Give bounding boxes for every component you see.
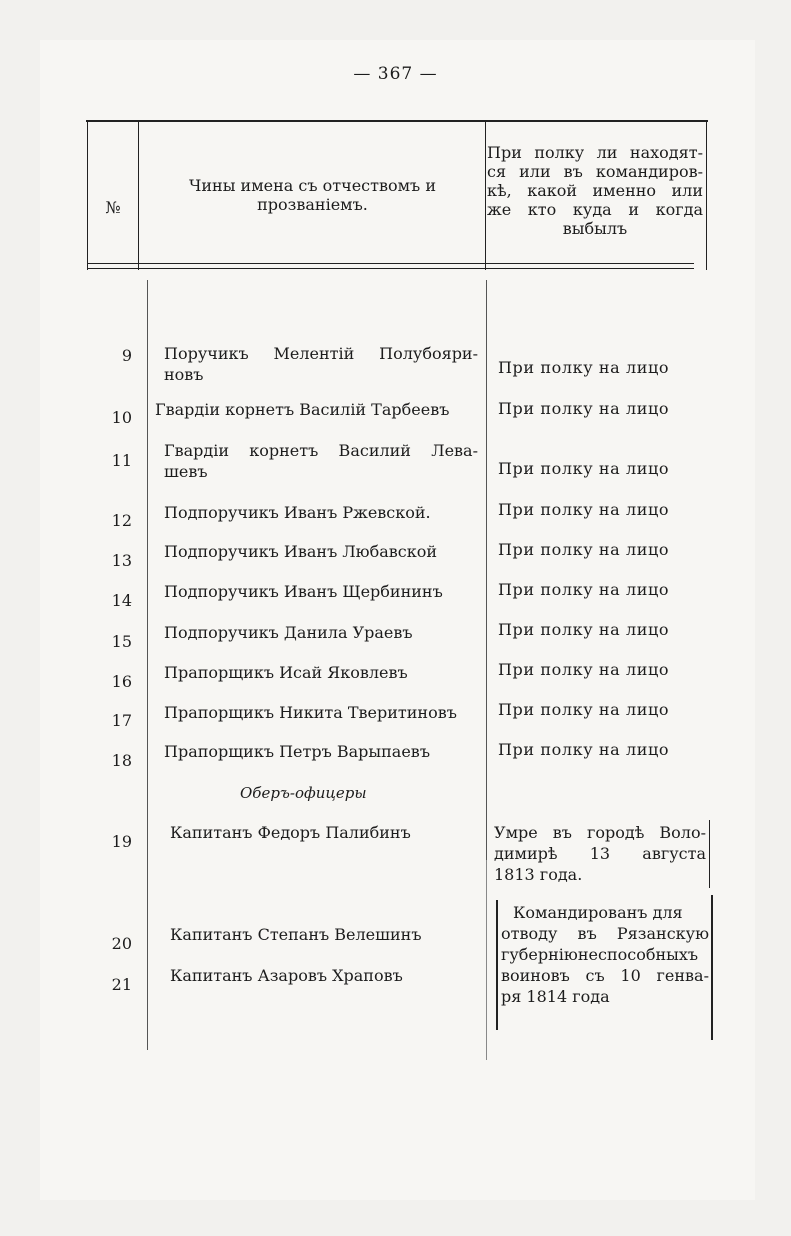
header-status-line: При полку ли находят- — [487, 143, 703, 162]
row-number: 19 — [111, 832, 132, 851]
row-status: При полку на лицо — [498, 660, 670, 679]
shared-status-line: воиновъ съ 10 генва- — [501, 966, 709, 985]
header-name: Чины имена съ отчествомъ и прозваніемъ. — [189, 176, 436, 214]
shared-status-line: губерніюнеспособныхъ — [501, 945, 699, 964]
header-status-line: выбылъ — [562, 219, 628, 238]
row-number: 17 — [111, 711, 132, 730]
page-number: — 367 — — [353, 64, 438, 84]
body-col-divider-2b — [486, 860, 487, 1060]
row-status: При полку на лицо — [498, 459, 670, 478]
row-number: 13 — [111, 551, 132, 570]
row-status: При полку на лицо — [498, 358, 670, 377]
row-status: При полку на лицо — [498, 399, 670, 418]
row-name: Прапорщикъ Никита Тверитиновъ — [164, 703, 457, 722]
header-col-divider-1 — [138, 120, 139, 270]
header-bottom-rule-1 — [88, 263, 694, 264]
row-number: 9 — [121, 346, 132, 365]
row-name: Подпоручикъ Иванъ Щербининъ — [164, 582, 443, 601]
table-top-rule — [86, 120, 708, 122]
row-number: 18 — [111, 751, 132, 770]
row-name: Капитанъ Федоръ Палибинъ — [170, 823, 411, 842]
body-col-divider-1 — [147, 280, 148, 1050]
row-number: 11 — [111, 451, 132, 470]
row-name — [164, 343, 478, 385]
row-name-line: Поручикъ Мелентій Полубояри- — [164, 344, 478, 363]
row-number: 16 — [111, 672, 132, 691]
header-number: № — [105, 198, 121, 217]
row-status — [494, 822, 706, 885]
row-name: Капитанъ Азаровъ Храповъ — [170, 966, 403, 985]
header-bottom-rule-2 — [88, 268, 694, 269]
row-status-line: димирѣ 13 августа — [494, 844, 706, 863]
row-status-line: Умре въ городѣ Воло- — [494, 823, 706, 842]
row-number: 21 — [111, 975, 132, 994]
shared-status-line: отводу въ Рязанскую — [501, 924, 709, 943]
row-number: 15 — [111, 632, 132, 651]
header-right-border — [706, 120, 707, 270]
header-status — [487, 143, 703, 238]
row-status: При полку на лицо — [498, 580, 670, 599]
row-name: Подпоручикъ Данила Ураевъ — [164, 623, 413, 642]
row-status: При полку на лицо — [498, 700, 670, 719]
row-number: 10 — [111, 408, 132, 427]
row-number: 14 — [111, 591, 132, 610]
row-status-line: 1813 года. — [494, 865, 583, 884]
row-status: При полку на лицо — [498, 740, 670, 759]
body-col-divider-2 — [486, 280, 487, 860]
header-status-line: кѣ, какой именно или — [487, 181, 703, 200]
shared-status — [501, 902, 709, 1007]
header-status-line: же кто куда и когда — [487, 200, 703, 219]
row-status: При полку на лицо — [498, 500, 670, 519]
row-number: 12 — [111, 511, 132, 530]
row-status: При полку на лицо — [498, 620, 670, 639]
row-name: Капитанъ Степанъ Велешинъ — [170, 925, 422, 944]
row-number: 20 — [111, 934, 132, 953]
row-name-line: Гвардіи корнетъ Василий Лева- — [164, 441, 478, 460]
row-name: Подпоручикъ Иванъ Ржевской. — [164, 503, 431, 522]
header-status-line: ся или въ командиров- — [487, 162, 703, 181]
row-name: Прапорщикъ Исай Яковлевъ — [164, 663, 408, 682]
shared-status-left-border — [496, 900, 498, 1030]
header-col-divider-2 — [485, 120, 486, 270]
row-name: Прапорщикъ Петръ Варыпаевъ — [164, 742, 430, 761]
row-name-line: шевъ — [164, 462, 208, 481]
row19-status-right-border — [709, 820, 710, 888]
row-name — [164, 440, 478, 482]
row-name-line: новъ — [164, 365, 204, 384]
left-border — [87, 120, 88, 270]
section-label: Оберъ-офицеры — [240, 784, 367, 802]
shared-status-line: ря 1814 года — [501, 987, 610, 1006]
row-name: Гвардіи корнетъ Василій Тарбеевъ — [155, 400, 450, 419]
row-status: При полку на лицо — [498, 540, 670, 559]
shared-status-right-border — [711, 895, 713, 1040]
row-name: Подпоручикъ Иванъ Любавской — [164, 542, 438, 561]
shared-status-line: Командированъ для — [513, 903, 683, 922]
